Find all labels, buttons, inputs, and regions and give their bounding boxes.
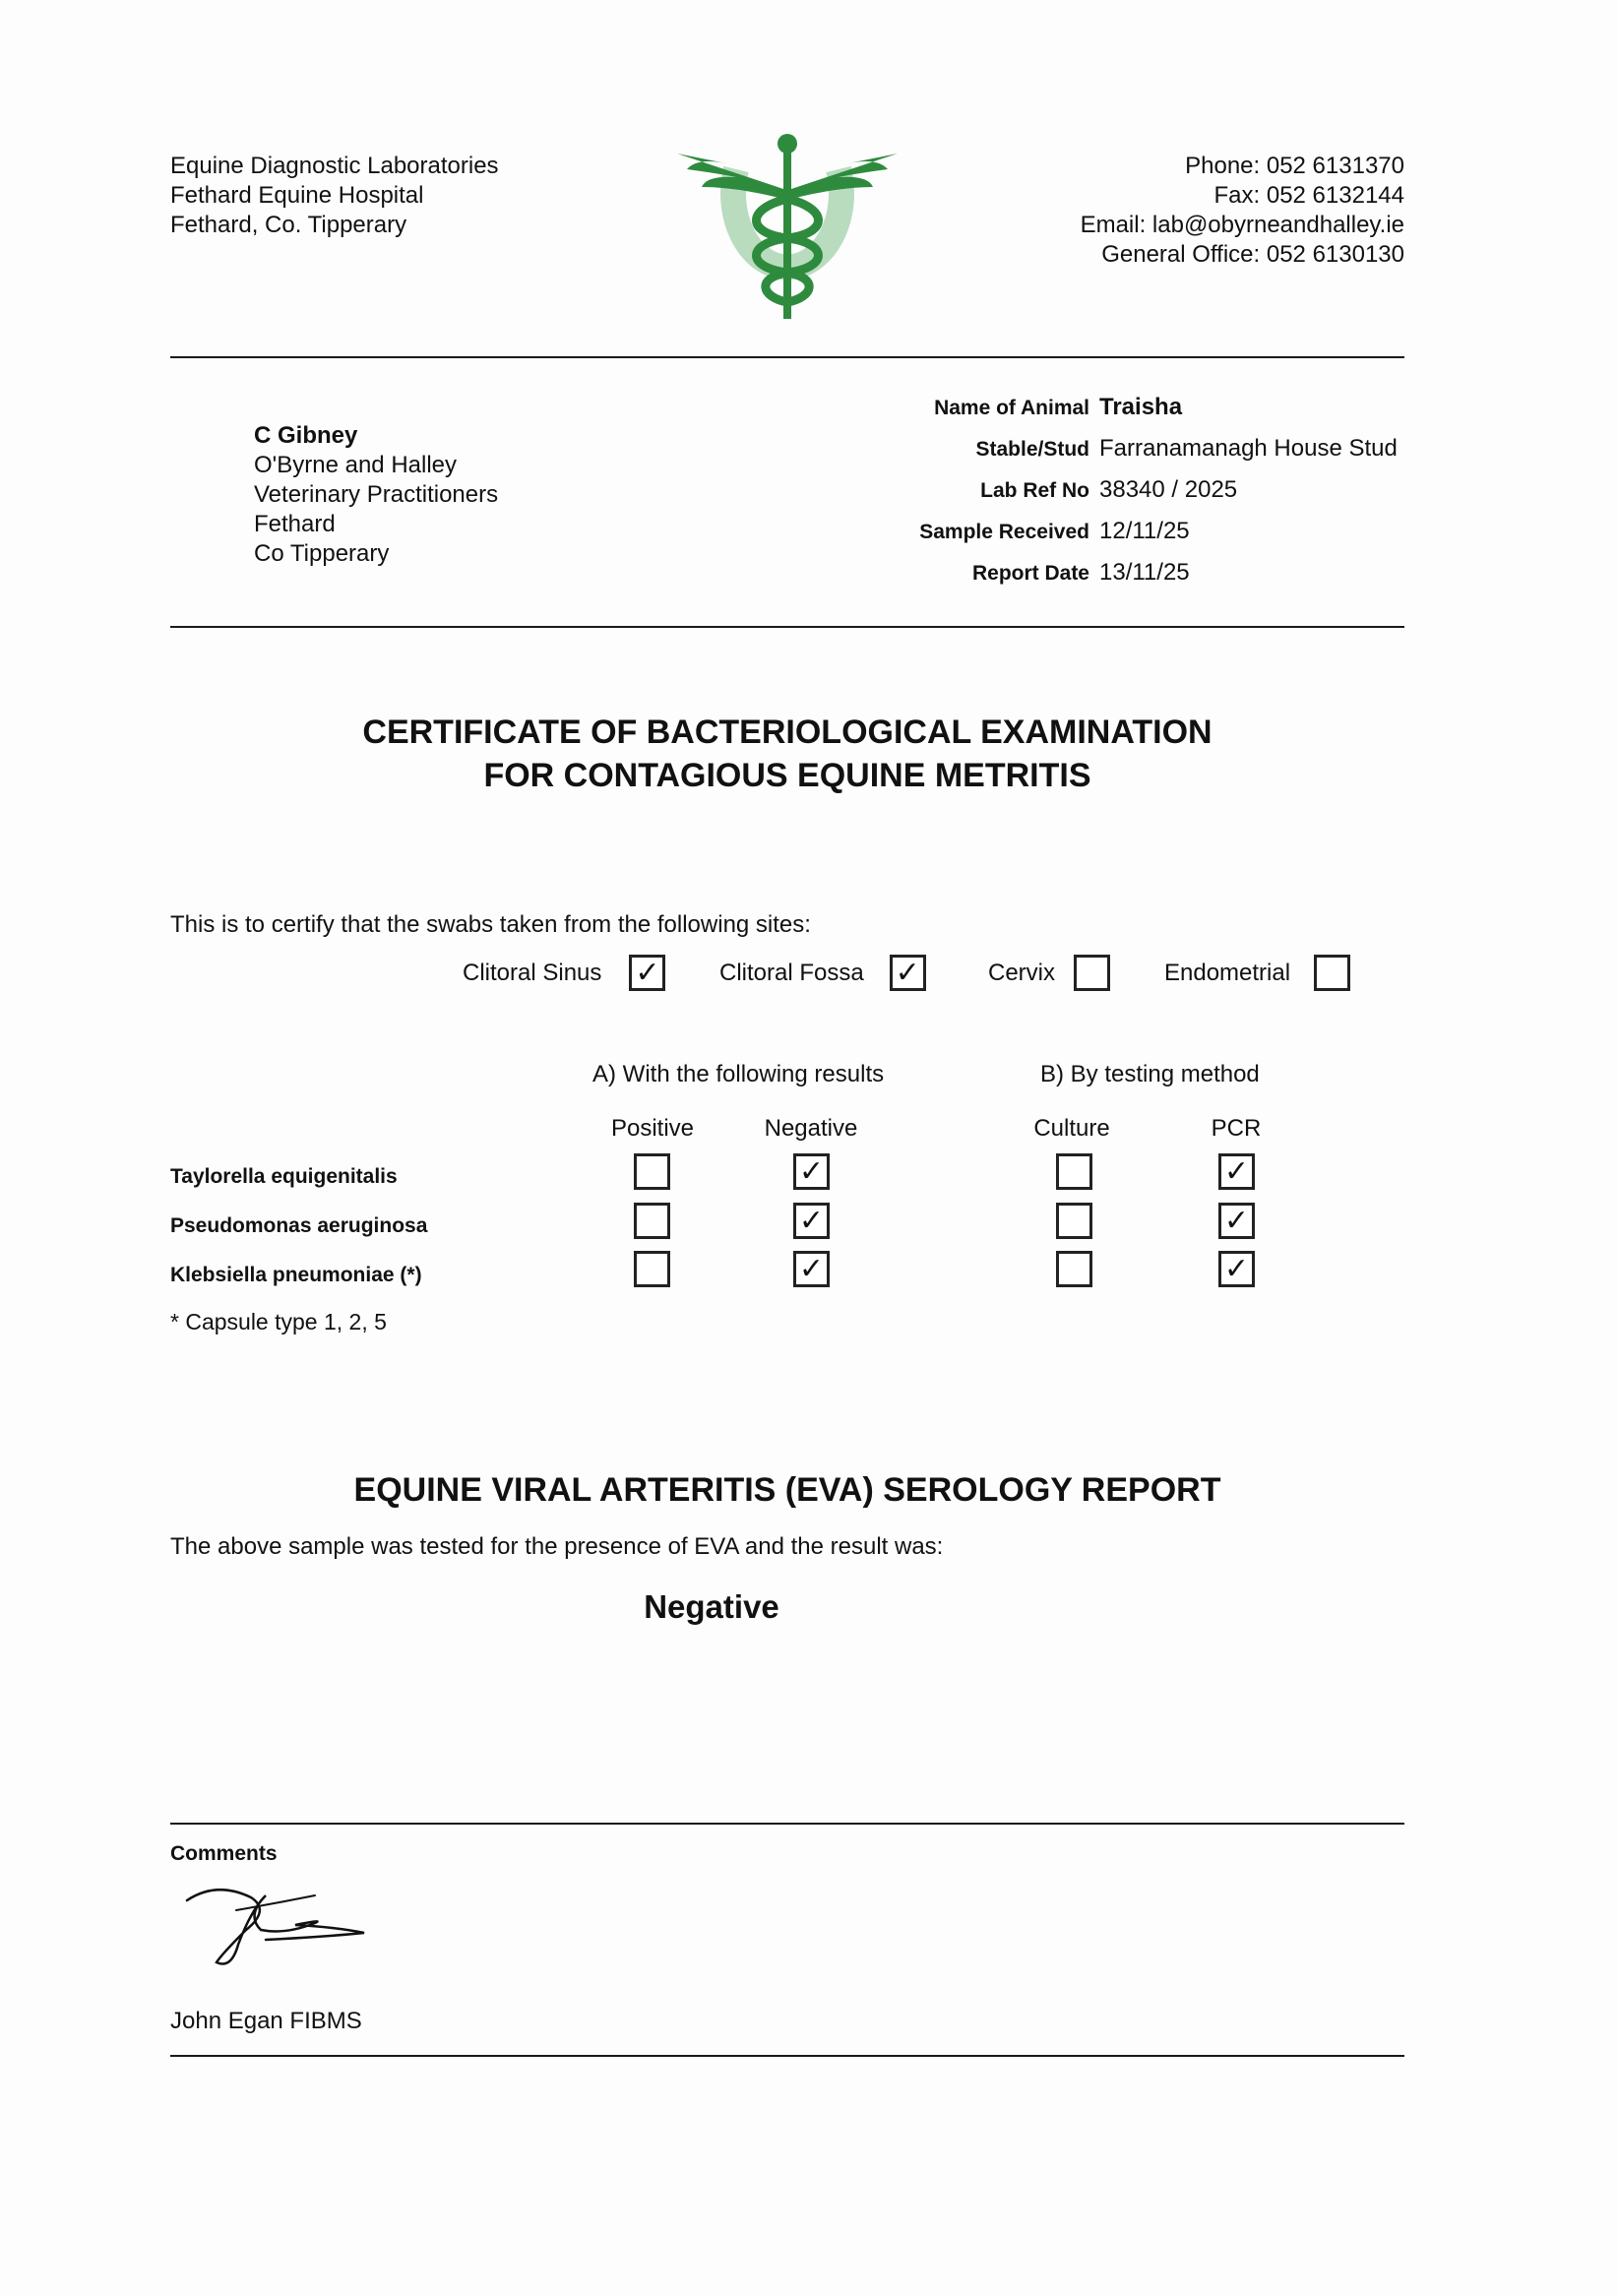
recipient-name: C Gibney <box>254 422 358 449</box>
lab-address <box>170 152 499 240</box>
lab-ref-label: Lab Ref No <box>980 479 1089 502</box>
col-positive: Positive <box>610 1115 695 1142</box>
animal-name-row <box>866 394 1417 435</box>
lab-address-line: Equine Diagnostic Laboratories <box>170 153 499 179</box>
lab-ref-row <box>866 476 1417 518</box>
culture-checkbox[interactable] <box>1056 1153 1092 1190</box>
positive-checkbox[interactable] <box>634 1153 670 1190</box>
eva-result: Negative <box>644 1588 779 1625</box>
certificate-title-line: FOR CONTAGIOUS EQUINE METRITIS <box>483 757 1091 794</box>
divider <box>170 356 1404 358</box>
organism-name: Taylorella equigenitalis <box>170 1165 398 1188</box>
col-pcr: PCR <box>1211 1115 1262 1142</box>
organism-name: Pseudomonas aeruginosa <box>170 1214 428 1237</box>
stud-value: Farranamanagh House Stud <box>1099 435 1398 462</box>
signature-image <box>177 1876 374 1974</box>
section-a-heading: A) With the following results <box>592 1061 885 1087</box>
site-label: Clitoral Sinus <box>463 959 602 986</box>
section-b-heading: B) By testing method <box>1040 1061 1260 1087</box>
divider <box>170 2055 1404 2057</box>
stud-row <box>866 435 1417 476</box>
footnote: * Capsule type 1, 2, 5 <box>170 1309 387 1334</box>
site-label: Cervix <box>988 959 1056 986</box>
negative-checkbox[interactable]: ✓ <box>793 1153 830 1190</box>
caduceus-horseshoe-logo <box>667 130 907 327</box>
contact-fax: Fax: 052 6132144 <box>1213 182 1404 209</box>
contact-email: Email: lab@obyrneandhalley.ie <box>1080 212 1404 238</box>
positive-checkbox[interactable] <box>634 1251 670 1287</box>
animal-name-value: Traisha <box>1099 394 1183 420</box>
culture-checkbox[interactable] <box>1056 1251 1092 1287</box>
lab-ref-value: 38340 / 2025 <box>1099 476 1238 503</box>
site-endometrial <box>1164 955 1350 991</box>
positive-checkbox[interactable] <box>634 1203 670 1239</box>
pcr-checkbox[interactable]: ✓ <box>1218 1251 1255 1287</box>
sample-received-row <box>866 518 1417 559</box>
report-date-row <box>866 559 1417 600</box>
lab-address-line: Fethard Equine Hospital <box>170 182 424 209</box>
organism-name: Klebsiella pneumoniae (*) <box>170 1264 422 1286</box>
site-label: Clitoral Fossa <box>719 959 864 986</box>
recipient-line: Fethard <box>254 511 336 537</box>
certificate-title <box>170 711 1404 797</box>
site-checkbox[interactable]: ✓ <box>890 955 926 991</box>
negative-checkbox[interactable]: ✓ <box>793 1203 830 1239</box>
certificate-intro: This is to certify that the swabs taken from the following sites: <box>170 911 811 938</box>
col-negative: Negative <box>764 1115 858 1142</box>
report-date-value: 13/11/25 <box>1099 559 1190 586</box>
lab-contact <box>1081 152 1404 270</box>
site-checkbox[interactable]: ✓ <box>629 955 665 991</box>
sample-received-value: 12/11/25 <box>1099 518 1190 544</box>
site-checkbox[interactable] <box>1074 955 1110 991</box>
divider <box>170 1823 1404 1825</box>
eva-title: EQUINE VIRAL ARTERITIS (EVA) SEROLOGY REPORT <box>353 1471 1221 1509</box>
site-cervix <box>988 955 1110 991</box>
sample-received-label: Sample Received <box>919 521 1089 543</box>
lab-address-line: Fethard, Co. Tipperary <box>170 212 407 238</box>
contact-phone: Phone: 052 6131370 <box>1185 153 1404 179</box>
culture-checkbox[interactable] <box>1056 1203 1092 1239</box>
recipient-line: Veterinary Practitioners <box>254 481 499 508</box>
col-culture: Culture <box>1033 1115 1110 1142</box>
recipient-line: O'Byrne and Halley <box>254 452 458 478</box>
recipient-line: Co Tipperary <box>254 540 390 567</box>
comments-label: Comments <box>170 1842 278 1865</box>
recipient-address <box>254 421 498 569</box>
pcr-checkbox[interactable]: ✓ <box>1218 1203 1255 1239</box>
stud-label: Stable/Stud <box>975 438 1089 461</box>
animal-name-label: Name of Animal <box>934 397 1089 419</box>
animal-details <box>866 394 1417 600</box>
divider <box>170 626 1404 628</box>
report-date-label: Report Date <box>971 562 1089 585</box>
site-label: Endometrial <box>1164 959 1291 986</box>
signatory-name: John Egan FIBMS <box>170 2008 362 2034</box>
certificate-title-line: CERTIFICATE OF BACTERIOLOGICAL EXAMINATION <box>362 714 1213 751</box>
site-checkbox[interactable] <box>1314 955 1350 991</box>
negative-checkbox[interactable]: ✓ <box>793 1251 830 1287</box>
contact-general-office: General Office: 052 6130130 <box>1101 241 1404 268</box>
site-clitoral-fossa <box>719 955 926 991</box>
site-clitoral-sinus <box>463 955 665 991</box>
pcr-checkbox[interactable]: ✓ <box>1218 1153 1255 1190</box>
eva-text: The above sample was tested for the presence of EVA and the result was: <box>170 1533 944 1560</box>
